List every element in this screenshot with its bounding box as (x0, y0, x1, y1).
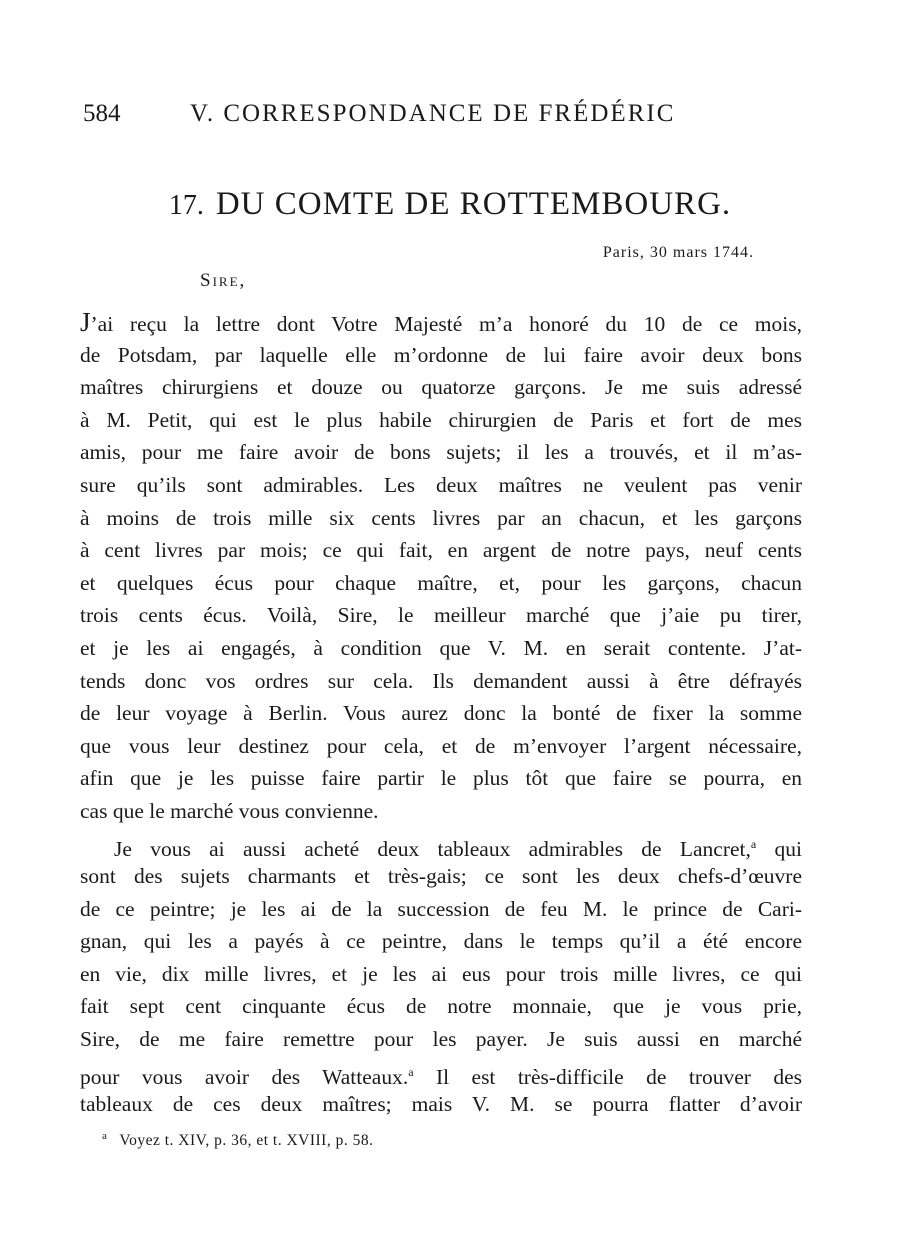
body-line: Sire, de me faire remettre pour les payer. Je suis aussi en marché (80, 1027, 802, 1052)
body-line: gnan, qui les a payés à ce peintre, dans le temps qu’il a été encore (80, 929, 802, 954)
body-line: en vie, dix mille livres, et je les ai eus pour trois mille livres, ce qui (80, 961, 802, 986)
letter-correspondent: DU COMTE DE ROTTEMBOURG. (215, 186, 732, 222)
footnote-marker: a (102, 1130, 108, 1142)
body-line: trois cents écus. Voilà, Sire, le meilleur marché que j’aie pu tirer, (80, 603, 802, 628)
body-line: tableaux de ces deux maîtres; mais V. M. se pourra flatter d’avoir (80, 1092, 802, 1117)
page-number: 584 (83, 100, 121, 127)
footnote-text: Voyez t. XIV, p. 36, et t. XVIII, p. 58. (119, 1132, 374, 1149)
body-line: pour vous avoir des Watteaux.$^a$ Il est très-difficile de trouver des (80, 1064, 803, 1089)
letter-dateline: Paris, 30 mars 1744. (602, 244, 754, 261)
body-line: et quelques écus pour chaque maître, et, pour les garçons, chacun (80, 570, 802, 595)
body-line: fait sept cent cinquante écus de notre monnaie, que je vous prie, (80, 994, 802, 1019)
body-line: sure qu’ils sont admirables. Les deux maîtres ne veulent pas venir (80, 472, 802, 497)
letter-salutation: Sire, (200, 270, 247, 291)
body-line: à cent livres par mois; ce qui fait, en argent de notre pays, neuf cents (80, 538, 802, 563)
footnote-reference[interactable]: a (408, 1064, 414, 1079)
running-head (80, 100, 720, 134)
letter-number: 17. (168, 190, 204, 221)
drop-cap: J (80, 307, 91, 337)
body-line: que vous leur destinez pour cela, et de m’envoyer l’argent nécessaire, (80, 733, 802, 758)
body-line: de ce peintre; je les ai de la succession de feu M. le prince de Cari- (80, 896, 802, 921)
body-line: tends donc vos ordres sur cela. Ils demandent aussi à être défrayés (80, 668, 802, 693)
body-line: amis, pour me faire avoir de bons sujets; il les a trouvés, et il m’as- (80, 440, 802, 465)
footnote (102, 1130, 373, 1150)
footnote-reference[interactable]: a (750, 836, 757, 851)
body-line: afin que je les puisse faire partir le plus tôt que faire se pourra, en (80, 766, 802, 791)
body-line: à moins de trois mille six cents livres par an chacun, et les garçons (80, 505, 802, 530)
body-line: cas que le marché vous convienne. (80, 798, 379, 823)
letter-heading (0, 186, 900, 223)
body-line: à M. Petit, qui est le plus habile chirurgien de Paris et fort de mes (80, 407, 802, 432)
body-line: et je les ai engagés, à condition que V. M. en serait contente. J’at- (80, 635, 802, 660)
body-line: maîtres chirurgiens et douze ou quatorze garçons. Je me suis adressé (80, 375, 802, 400)
running-title: V. CORRESPONDANCE DE FRÉDÉRIC (190, 100, 676, 127)
body-line: de Potsdam, par laquelle elle m’ordonne de lui faire avoir deux bons (80, 342, 802, 367)
body-line: sont des sujets charmants et très-gais; ce sont les deux chefs-d’œuvre (80, 864, 802, 889)
body-line: de leur voyage à Berlin. Vous aurez donc la bonté de fixer la somme (80, 701, 802, 726)
body-line: Je vous ai aussi acheté deux tableaux admirables de Lancret,$^a$ qui (114, 836, 803, 861)
body-line: J’ai reçu la lettre dont Votre Majesté m’a honoré du 10 de ce mois, (80, 307, 802, 337)
letter-body (80, 306, 802, 1121)
